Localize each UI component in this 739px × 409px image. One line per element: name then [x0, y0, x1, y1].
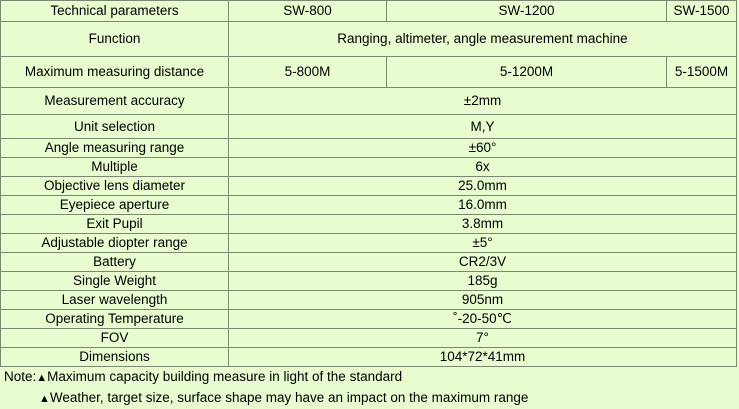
row-label: Battery	[1, 253, 229, 272]
row-value: 905nm	[229, 291, 737, 310]
table-row	[1, 215, 737, 234]
row-value: 3.8mm	[229, 215, 737, 234]
row-label: Exit Pupil	[1, 215, 229, 234]
table-row	[1, 348, 737, 367]
max-distance-row	[1, 57, 737, 88]
header-row	[1, 1, 737, 22]
note-line-2	[4, 388, 528, 409]
table-row	[1, 253, 737, 272]
note-prefix: Note:	[4, 369, 37, 384]
row-value: ±2mm	[229, 88, 737, 115]
triangle-icon: ▲	[39, 393, 50, 405]
row-label: Unit selection	[1, 115, 229, 139]
row-value: 25.0mm	[229, 177, 737, 196]
function-row	[1, 22, 737, 57]
row-label: Angle measuring range	[1, 139, 229, 158]
table-row	[1, 310, 737, 329]
header-label: Technical parameters	[1, 1, 229, 22]
row-value: 185g	[229, 272, 737, 291]
table-row	[1, 115, 737, 139]
table-row	[1, 291, 737, 310]
note-text-2: Weather, target size, surface shape may have an impact on the maximum range	[49, 390, 529, 405]
row-label: Function	[1, 22, 229, 57]
triangle-icon: ▲	[36, 372, 48, 384]
row-label: Operating Temperature	[1, 310, 229, 329]
table-row	[1, 177, 737, 196]
row-label: Multiple	[1, 158, 229, 177]
row-label: Objective lens diameter	[1, 177, 229, 196]
model-sw800: SW-800	[229, 1, 387, 22]
row-value: ±60°	[229, 139, 737, 158]
model-sw1500: SW-1500	[667, 1, 737, 22]
table-row	[1, 272, 737, 291]
distance-sw1200: 5-1200M	[387, 57, 667, 88]
row-value: 7°	[229, 329, 737, 348]
row-label: Single Weight	[1, 272, 229, 291]
row-value: 6x	[229, 158, 737, 177]
row-label: Eyepiece aperture	[1, 196, 229, 215]
distance-sw800: 5-800M	[229, 57, 387, 88]
row-value: Ranging, altimeter, angle measurement machine	[229, 22, 737, 57]
model-sw1200: SW-1200	[387, 1, 667, 22]
distance-sw1500: 5-1500M	[667, 57, 737, 88]
row-value: M,Y	[229, 115, 737, 139]
row-label: FOV	[1, 329, 229, 348]
table-row	[1, 158, 737, 177]
notes	[4, 367, 528, 409]
row-label: Adjustable diopter range	[1, 234, 229, 253]
row-value: 16.0mm	[229, 196, 737, 215]
table-row	[1, 196, 737, 215]
row-value: CR2/3V	[229, 253, 737, 272]
note-text-1: Maximum capacity building measure in light of the standard	[47, 369, 403, 384]
row-label: Laser wavelength	[1, 291, 229, 310]
table-row	[1, 234, 737, 253]
table-row	[1, 88, 737, 115]
row-label: Maximum measuring distance	[1, 57, 229, 88]
row-value: 104*72*41mm	[229, 348, 737, 367]
row-value: ±5°	[229, 234, 737, 253]
note-line-1	[4, 367, 528, 388]
row-label: Dimensions	[1, 348, 229, 367]
table-row	[1, 139, 737, 158]
row-label: Measurement accuracy	[1, 88, 229, 115]
table-row	[1, 329, 737, 348]
row-value: ˚-20-50℃	[229, 310, 737, 329]
